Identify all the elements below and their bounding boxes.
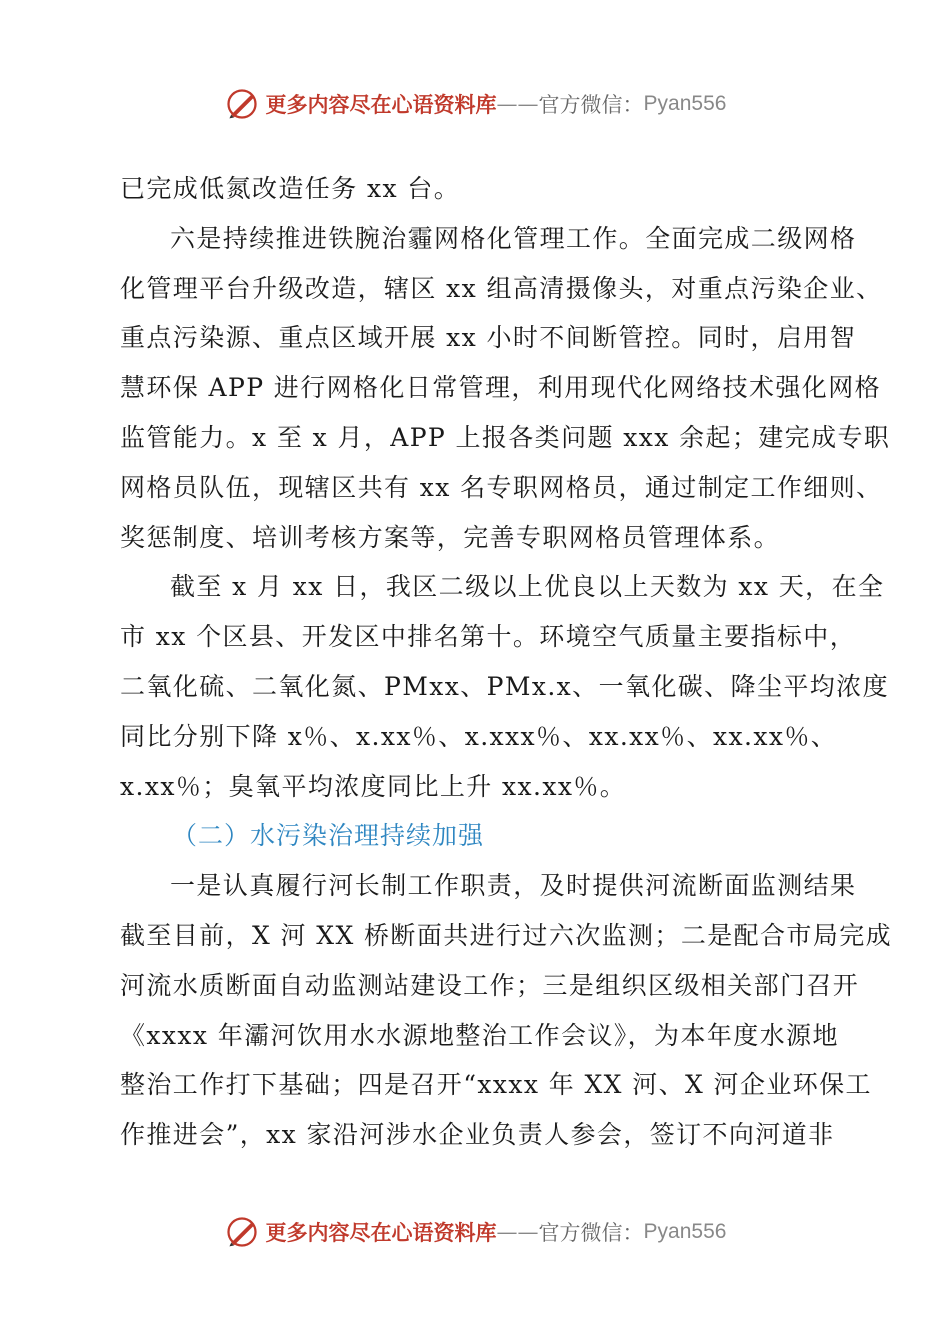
text-line: 奖惩制度、培训考核方案等，完善专职网格员管理体系。 (120, 522, 781, 552)
text-line: 河流水质断面自动监测站建设工作；三是组织区级相关部门召开 (120, 970, 860, 1000)
text-line: 截至目前，X 河 XX 桥断面共进行过六次监测；二是配合市局完成 (120, 920, 893, 950)
text-line: 《xxxx 年灞河饮用水水源地整治工作会议》，为本年度水源地 (120, 1020, 839, 1050)
text-line: 慧环保 APP 进行网格化日常管理，利用现代化网络技术强化网格 (120, 373, 881, 403)
banner-official-text: 官方微信： (538, 93, 644, 117)
paragraph-start-line: 六是持续推进铁腕治霾网格化管理工作。全面完成二级网格 (170, 223, 857, 253)
text-line: 整治工作打下基础；四是召开“xxxx 年 XX 河、X 河企业环保工 (120, 1070, 872, 1100)
banner-wechat-id: Pyan556 (643, 1220, 727, 1243)
banner-dash: —— (496, 1220, 539, 1244)
header-banner (0, 76, 950, 132)
paragraph-start-line: 一是认真履行河长制工作职责，及时提供河流断面监测结果 (170, 871, 857, 901)
pen-logo-icon (224, 86, 260, 122)
banner-official-text: 官方微信： (538, 1221, 644, 1245)
paragraph-start-line: 截至 x 月 xx 日，我区二级以上优良以上天数为 xx 天，在全 (170, 572, 885, 602)
pen-logo-icon (224, 1214, 260, 1250)
banner-main-text: 更多内容尽在心语资料库 (265, 92, 497, 117)
text-line: 作推进会”，xx 家沿河涉水企业负责人参会，签订不向河道非 (120, 1120, 835, 1150)
text-line: 二氧化硫、二氧化氮、PMxx、PMx.x、一氧化碳、降尘平均浓度 (120, 671, 889, 701)
banner-main-text: 更多内容尽在心语资料库 (265, 1220, 497, 1245)
text-line: 同比分别下降 x％、x.xx％、x.xxx％、xx.xx％、xx.xx％、 (120, 721, 838, 751)
document-body (120, 164, 893, 1160)
text-line: x.xx％；臭氧平均浓度同比上升 xx.xx％。 (120, 771, 627, 801)
text-line: 化管理平台升级改造，辖区 xx 组高清摄像头，对重点污染企业、 (120, 273, 883, 303)
text-line: 已完成低氮改造任务 xx 台。 (120, 174, 461, 203)
banner-wechat-id: Pyan556 (643, 92, 727, 115)
section-heading: （二）水污染治理持续加强 (172, 821, 485, 851)
footer-banner (0, 1204, 950, 1260)
text-line: 重点污染源、重点区域开展 xx 小时不间断管控。同时，启用智 (120, 323, 857, 353)
text-line: 监管能力。x 至 x 月，APP 上报各类问题 xxx 余起；建完成专职 (120, 422, 891, 452)
text-line: 网格员队伍，现辖区共有 xx 名专职网格员，通过制定工作细则、 (120, 472, 883, 502)
banner-dash: —— (496, 92, 539, 116)
text-line: 市 xx 个区县、开发区中排名第十。环境空气质量主要指标中， (120, 622, 857, 652)
